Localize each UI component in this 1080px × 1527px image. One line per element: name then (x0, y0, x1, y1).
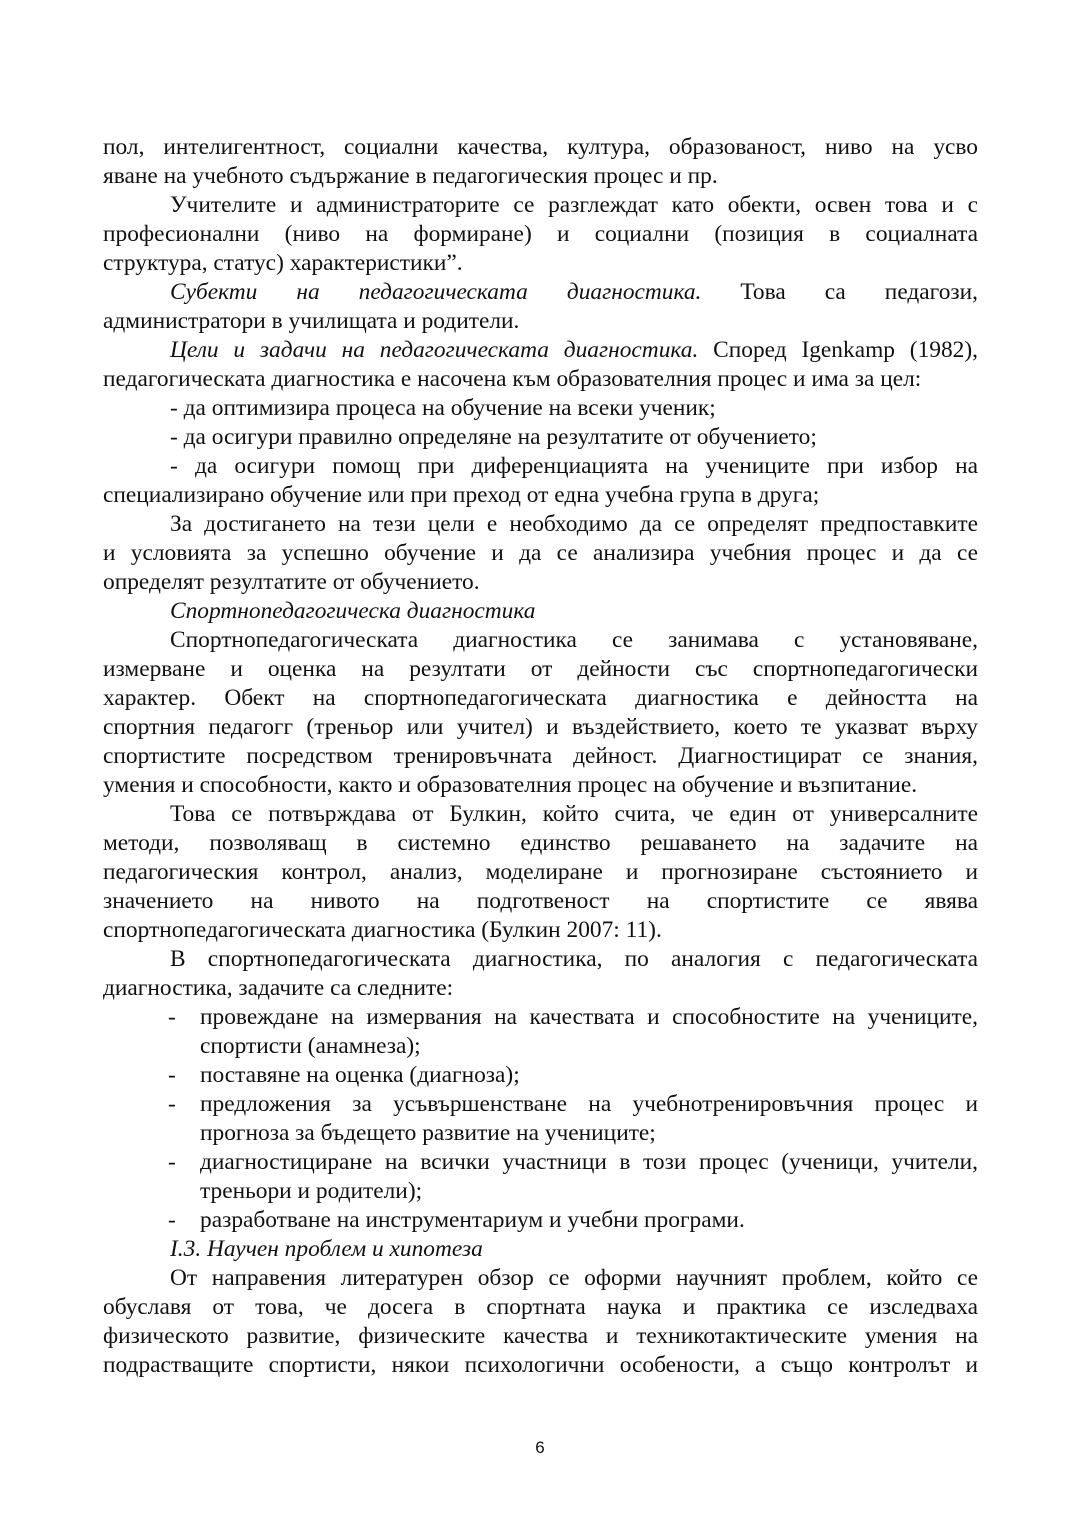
text-line: физическото развитие, физическите качества и техникотактическите умения на (103, 1323, 978, 1349)
text-line: спортния педагогг (треньор или учител) и въздействието, което те указват върху (103, 714, 978, 740)
text-line: определят резултатите от обучението. (103, 569, 480, 595)
text-line: професионални (ниво на формиране) и социални (позиция в социалната (103, 221, 978, 247)
text-line: измерване и оценка на резултати от дейности със спортнопедагогически (103, 656, 978, 682)
section-heading-sport-diagnostics: Спортнопедагогическа диагностика (170, 598, 536, 624)
text-line: В спортнопедагогическата диагностика, по аналогия с педагогическата (170, 946, 978, 972)
bullet-item (103, 1148, 978, 1177)
text-line: яване на учебното съдържание в педагогическия процес и пр. (103, 163, 718, 189)
bullet-dash: - (168, 1004, 176, 1030)
bullet-item (103, 1206, 978, 1235)
text-line: За достигането на тези цели е необходимо да се определят предпоставките (170, 511, 978, 537)
bullet-text: разработване на инструментариум и учебни програми. (200, 1207, 745, 1233)
text-line: и условията за успешно обучение и да се анализира учебния процес и да се (103, 540, 978, 566)
bullet-item (103, 1061, 978, 1090)
page-number: 6 (535, 1438, 545, 1457)
list-item: - да осигури помощ при диференциацията на учениците при избор на (170, 453, 978, 479)
goals-heading: Цели и задачи на педагогическата диагностика. (170, 337, 699, 363)
text-line: характер. Обект на спортнопедагогическата диагностика е дейността на (103, 685, 978, 711)
text-fragment: Според Igenkamp (1982), (713, 337, 979, 363)
bullet-dash: - (168, 1091, 176, 1117)
bullet-text: диагностициране на всички участници в този процес (ученици, учители, (200, 1149, 978, 1175)
text-line: специализирано обучение или при преход от една учебна група в друга; (103, 482, 820, 508)
text-line: методи, позволяващ в системно единство решаването на задачите на (103, 830, 978, 856)
text-fragment: Това са педагози, (740, 279, 978, 305)
text-line: Това се потвърждава от Булкин, който счита, че един от универсалните (170, 801, 978, 827)
bullet-dash: - (168, 1062, 176, 1088)
text-line: педагогическата диагностика е насочена към образователния процес и има за цел: (103, 366, 922, 392)
text-line: умения и способности, както и образователния процес на обучение и възпитание. (103, 772, 918, 798)
bullet-item (103, 1090, 978, 1119)
text-line: подрастващите спортисти, някои психологични особености, а също контролът и (103, 1352, 978, 1378)
subjects-paragraph-line (103, 278, 978, 307)
bullet-item (103, 1003, 978, 1032)
list-item: - да осигури правилно определяне на резултатите от обучението; (170, 424, 817, 450)
bullet-continuation: спортисти (анамнеза); (200, 1033, 421, 1059)
bullet-text: поставяне на оценка (диагноза); (200, 1062, 520, 1088)
bullet-text: предложения за усъвършенстване на учебнотренировъчния процес и (200, 1091, 978, 1117)
text-line: администратори в училищата и родители. (103, 308, 520, 334)
text-line: От направения литературен обзор се оформи научният проблем, който се (170, 1265, 978, 1291)
list-item: - да оптимизира процеса на обучение на всеки ученик; (170, 395, 716, 421)
document-body (103, 133, 978, 1380)
bullet-dash: - (168, 1149, 176, 1175)
text-line: спортнопедагогическата диагностика (Булкин 2007: 11). (103, 917, 662, 943)
text-line: Спортнопедагогическата диагностика се занимава с установяване, (170, 627, 978, 653)
text-line: диагностика, задачите са следните: (103, 975, 454, 1001)
text-line: Учителите и администраторите се разглеждат като обекти, освен това и с (170, 192, 978, 218)
text-line: педагогическия контрол, анализ, моделиране и прогнозиране състоянието и (103, 859, 978, 885)
bullet-text: провеждане на измервания на качествата и способностите на учениците, (200, 1004, 978, 1030)
subjects-heading: Субекти на педагогическата диагностика. (170, 279, 702, 305)
bullet-continuation: прогноза за бъдещето развитие на учениците; (200, 1120, 656, 1146)
goals-paragraph-line (103, 336, 978, 365)
text-line: значението на нивото на подготвеност на спортистите се явява (103, 888, 978, 914)
bullet-continuation: треньори и родители); (200, 1178, 423, 1204)
text-line: пол, интелигентност, социални качества, култура, образованост, ниво на усво (103, 134, 978, 160)
text-line: спортистите посредством тренировъчната дейност. Диагностицират се знания, (103, 743, 978, 769)
text-line: обуславя от това, че досега в спортната наука и практика се изследваха (103, 1294, 978, 1320)
text-line: структура, статус) характеристики”. (103, 250, 463, 276)
bullet-dash: - (168, 1207, 176, 1233)
section-heading-scientific-problem: I.3. Научен проблем и хипотеза (170, 1236, 483, 1262)
